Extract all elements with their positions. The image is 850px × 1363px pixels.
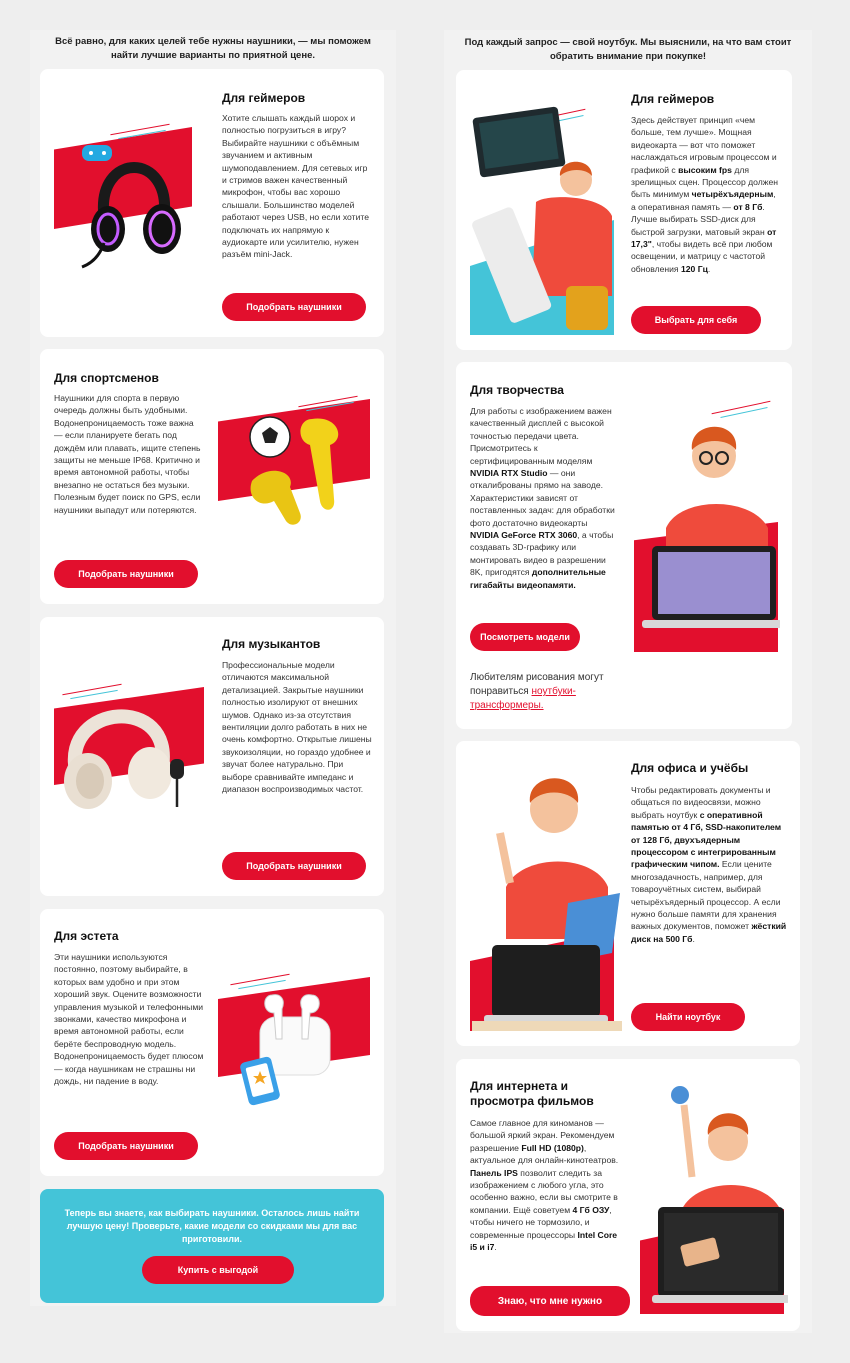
card-music-headphones: [40, 617, 384, 896]
card-title: Для музыкантов: [222, 637, 321, 651]
card-creative-laptop: [456, 362, 792, 729]
card-title: Для интернета и просмотра фильмов: [470, 1079, 594, 1108]
pick-headphones-button[interactable]: Подобрать наушники: [222, 852, 366, 880]
choose-for-self-button[interactable]: Выбрать для себя: [631, 306, 761, 334]
card-office-laptop: [456, 741, 800, 1046]
gaming-headset-icon: [78, 131, 190, 273]
student-character-illustration: [472, 763, 622, 1031]
card-gamers-laptop: [456, 70, 792, 350]
card-description: Самое главное для киноманов — большой яркий экран. Рекомендуем разрешение Full HD (1080p), актуальное для онлайн-кинотеатров. Панель IPS позволит следить за изображением с любого угла, это особенно важно, если вы смотрите в компании. Ещё советуем 4 Гб ОЗУ, чтобы ничего не тормозило, и современные процессоры Intel Core i5 и i7.: [470, 1118, 619, 1253]
promo-banner: [40, 1189, 384, 1303]
laptops-intro: Под каждый запрос — свой ноутбук. Мы выяснили, на что вам стоит обратить внимание при покупке!: [464, 37, 792, 62]
card-internet-laptop: [456, 1059, 800, 1331]
card-title: Для эстета: [54, 929, 119, 943]
pick-headphones-button[interactable]: Подобрать наушники: [54, 560, 198, 588]
card-gamers-headphones: [40, 69, 384, 337]
card-description: Здесь действует принцип «чем больше, тем лучше». Мощная видеокарта — вот что поможет наслаждаться игровым процессом и графикой с высоким fps для зрелищных сцен. Процессор должен быть минимум четырёхъядерным, а оперативная память — от 8 Гб. Лучше выбирать SSD-диск для быстрой загрузки, матовый экран от 17,3", чтобы видеть всё при любом освещении, и матрицу с частотой обновления 120 Гц.: [631, 115, 778, 274]
sport-earbuds-icon: [238, 401, 368, 531]
find-laptop-button[interactable]: Найти ноутбук: [631, 1003, 745, 1031]
pick-headphones-button[interactable]: Подобрать наушники: [222, 293, 366, 321]
card-description: Для работы с изображением важен качественный дисплей с высокой точностью передачи цвета. Присмотритесь к сертифицированным моделям NVIDIA RTX Studio — они откалиброваны прямо на заводе. Характеристики зависят от поставленных задач: для обработки фото достаточно видеокарты NVIDIA GeForce RTX 3060, а чтобы создавать 3D-графику или монтировать видео в разрешении 8K, пригодятся дополнительные гигабайты видеопамяти.: [470, 406, 615, 590]
wireless-earbuds-case-icon: [240, 979, 350, 1109]
pick-headphones-button[interactable]: Подобрать наушники: [54, 1132, 198, 1160]
buy-discount-button[interactable]: Купить с выгодой: [142, 1256, 294, 1284]
studio-headphones-icon: [58, 689, 198, 819]
view-models-button[interactable]: Посмотреть модели: [470, 623, 580, 651]
designer-character-illustration: [636, 410, 780, 640]
card-sport-headphones: [40, 349, 384, 604]
headphones-intro: Всё равно, для каких целей тебе нужны наушники, — мы поможем найти лучшие варианты по приятной цене.: [55, 36, 371, 61]
card-description: Профессиональные модели отличаются максимальной детализацией. Закрытые наушники полностью изолируют от внешних шумов. Однако из-за отсутствия вентиляции долго работать в них не очень комфортно. Открытые лишены звукоизоляции, но гораздо удобнее и звучат более натурально. При выборе сравнивайте импеданс и диапазон воспроизводимых частот.: [222, 660, 372, 795]
creative-note: Любителям рисования могут понравиться ноутбуки-трансформеры.: [470, 672, 604, 711]
card-title: Для спортсменов: [54, 371, 159, 385]
card-title: Для творчества: [470, 383, 564, 397]
card-title: Для геймеров: [222, 91, 306, 105]
know-what-i-need-button[interactable]: Знаю, что мне нужно: [470, 1286, 630, 1316]
promo-text: Теперь вы знаете, как выбирать наушники. Осталось лишь найти лучшую цену! Проверьте, какие модели со скидками мы для вас приготовили.: [64, 1208, 360, 1244]
movie-watcher-illustration: [652, 1081, 788, 1317]
card-description: Хотите слышать каждый шорох и полностью погрузиться в игру? Выбирайте наушники с объёмным звучанием и активным шумоподавлением. Для сетевых игр и стримов важен качественный микрофон, чтобы вас хорошо слышали. Большинство моделей работают через USB, но если хотите подключать их напрямую к аудиокарте или усилителю, нужен разъём mini-Jack.: [222, 113, 370, 260]
card-aesthete-headphones: [40, 909, 384, 1176]
gamer-character-illustration: [472, 106, 616, 336]
card-title: Для офиса и учёбы: [631, 761, 749, 775]
card-description: Наушники для спорта в первую очередь должны быть удобными. Водонепроницаемость тоже важна — если планируете бегать под дождём или плавать, ищите степень защиты не меньше IP68. Критично и время автономной работы, чтобы внезапно не остаться без музыки. Полезным будет поиск по GPS, если наушники выпадут или потеряются.: [54, 393, 201, 515]
convertible-laptops-link[interactable]: ноутбуки-трансформеры.: [470, 686, 576, 711]
card-title: Для геймеров: [631, 92, 715, 106]
card-description: Чтобы редактировать документы и общаться по видеосвязи, можно выбрать ноутбук с оперативной памятью от 4 Гб, SSD-накопителем от 128 Гб, двухъядерным процессором с интегрированным графическим чипом. Если цените многозадачность, например, для товароучётных систем, выбирай четырёхъядерный процессор. А если нужно больше памяти для хранения важных документов, поможет жёсткий диск на 500 Гб.: [631, 785, 787, 944]
card-description: Эти наушники используются постоянно, поэтому выбирайте, в которых вам удобно и при этом хороший звук. Оцените возможности управления музыкой и телефонными звонками, качество микрофона и время автономной работы, если берёте беспроводную модель. Водонепроницаемость будет плюсом — когда наушникам не страшны ни дождь, ни падение в воду.: [54, 952, 204, 1087]
